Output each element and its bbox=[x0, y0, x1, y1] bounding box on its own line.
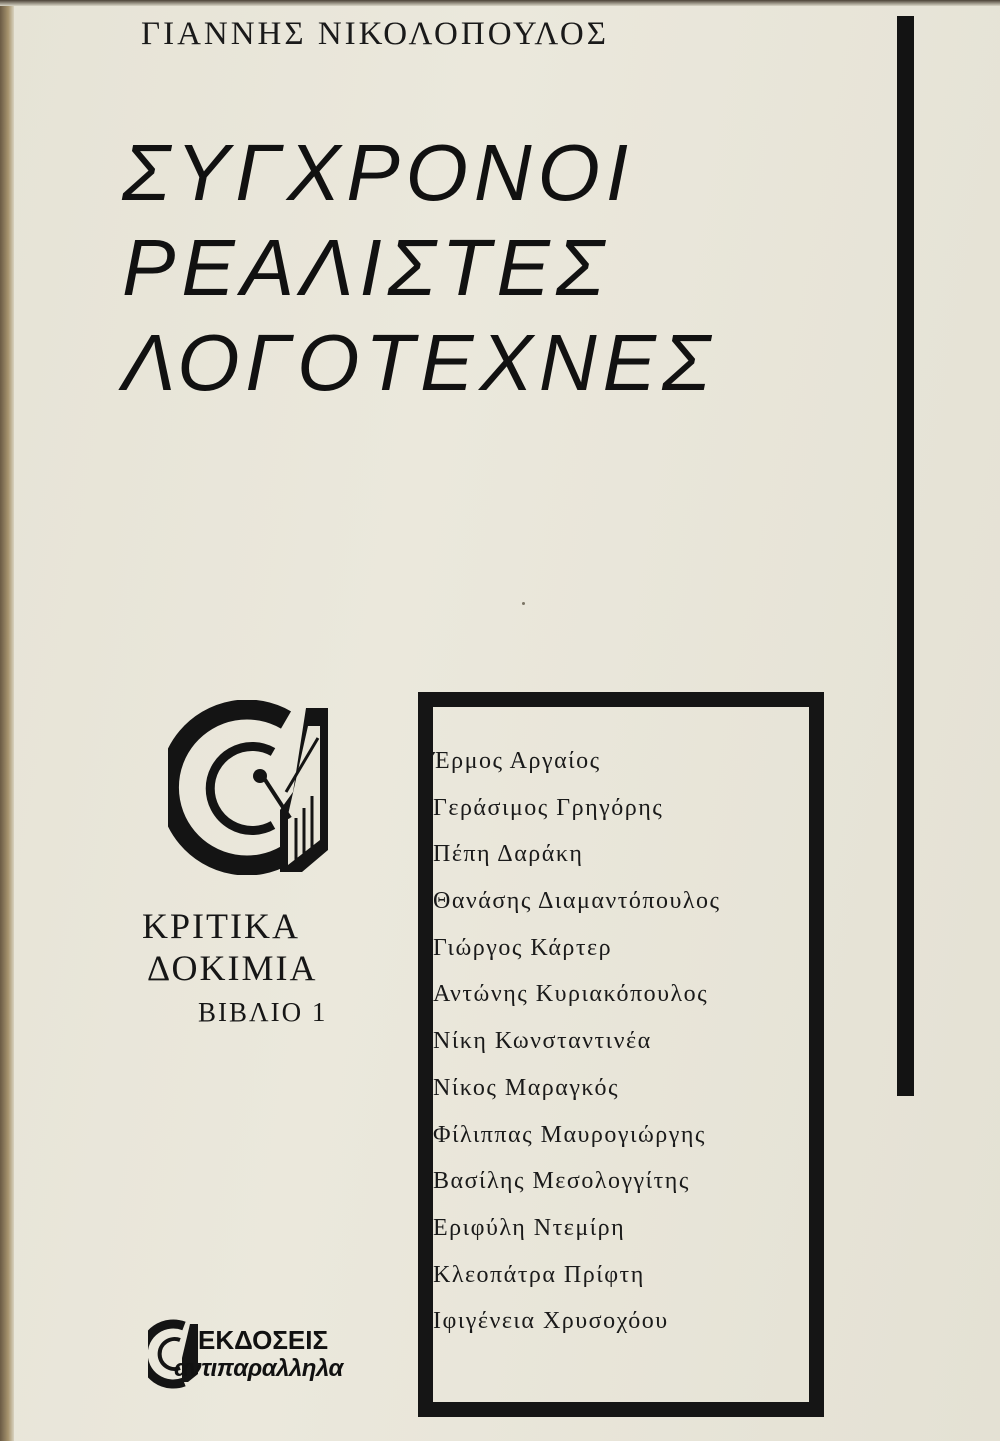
list-item: Νίκη Κωνσταντινέα bbox=[433, 1028, 652, 1055]
title-line-1: ΣΥΓΧΡΟΝΟΙ bbox=[122, 128, 635, 217]
authors-list bbox=[433, 748, 721, 1355]
title-line-2: ΡΕΑΛΙΣΤΕΣ bbox=[122, 223, 610, 312]
list-item: Γιώργος Κάρτερ bbox=[433, 934, 613, 961]
author-name: ΓΙΑΝΝΗΣ ΝΙΚΟΛΟΠΟΥΛΟΣ bbox=[141, 16, 609, 52]
list-item: Έρμος Αργαίος bbox=[433, 748, 601, 774]
page-top-edge bbox=[0, 0, 1000, 6]
publisher-name bbox=[174, 1325, 343, 1382]
series-line-1: ΚΡΙΤΙΚΑ bbox=[142, 906, 300, 946]
publisher-line-2: αντιπαραλληλα bbox=[174, 1355, 343, 1382]
series-volume: ΒΙΒΛΙΟ 1 bbox=[198, 997, 328, 1027]
series-label bbox=[142, 905, 327, 1028]
list-item: Πέπη Δαράκη bbox=[433, 841, 584, 868]
book-title bbox=[122, 125, 716, 410]
binding-gutter bbox=[0, 0, 14, 1441]
list-item: Ιφιγένεια Χρυσοχόου bbox=[433, 1308, 669, 1335]
title-line-3: ΛΟΓΟΤΕΧΝΕΣ bbox=[122, 318, 716, 407]
list-item: Νίκος Μαραγκός bbox=[433, 1074, 619, 1101]
list-item: Κλεοπάτρα Πρίφτη bbox=[433, 1261, 645, 1288]
publisher-emblem-icon bbox=[168, 700, 338, 875]
list-item: Φίλιππας Μαυρογιώργης bbox=[433, 1121, 706, 1148]
list-item: Αντώνης Κυριακόπουλος bbox=[433, 981, 709, 1008]
vertical-black-bar bbox=[897, 16, 914, 1096]
list-item: Θανάσης Διαμαντόπουλος bbox=[433, 888, 721, 915]
series-line-2: ΔΟΚΙΜΙΑ bbox=[147, 948, 318, 988]
paper-speck bbox=[522, 602, 525, 605]
publisher-line-1: ΕΚΔΟΣΕΙΣ bbox=[198, 1325, 329, 1355]
list-item: Βασίλης Μεσολογγίτης bbox=[433, 1168, 690, 1195]
list-item: Γεράσιμος Γρηγόρης bbox=[433, 794, 664, 821]
list-item: Εριφύλη Ντεμίρη bbox=[433, 1214, 626, 1241]
